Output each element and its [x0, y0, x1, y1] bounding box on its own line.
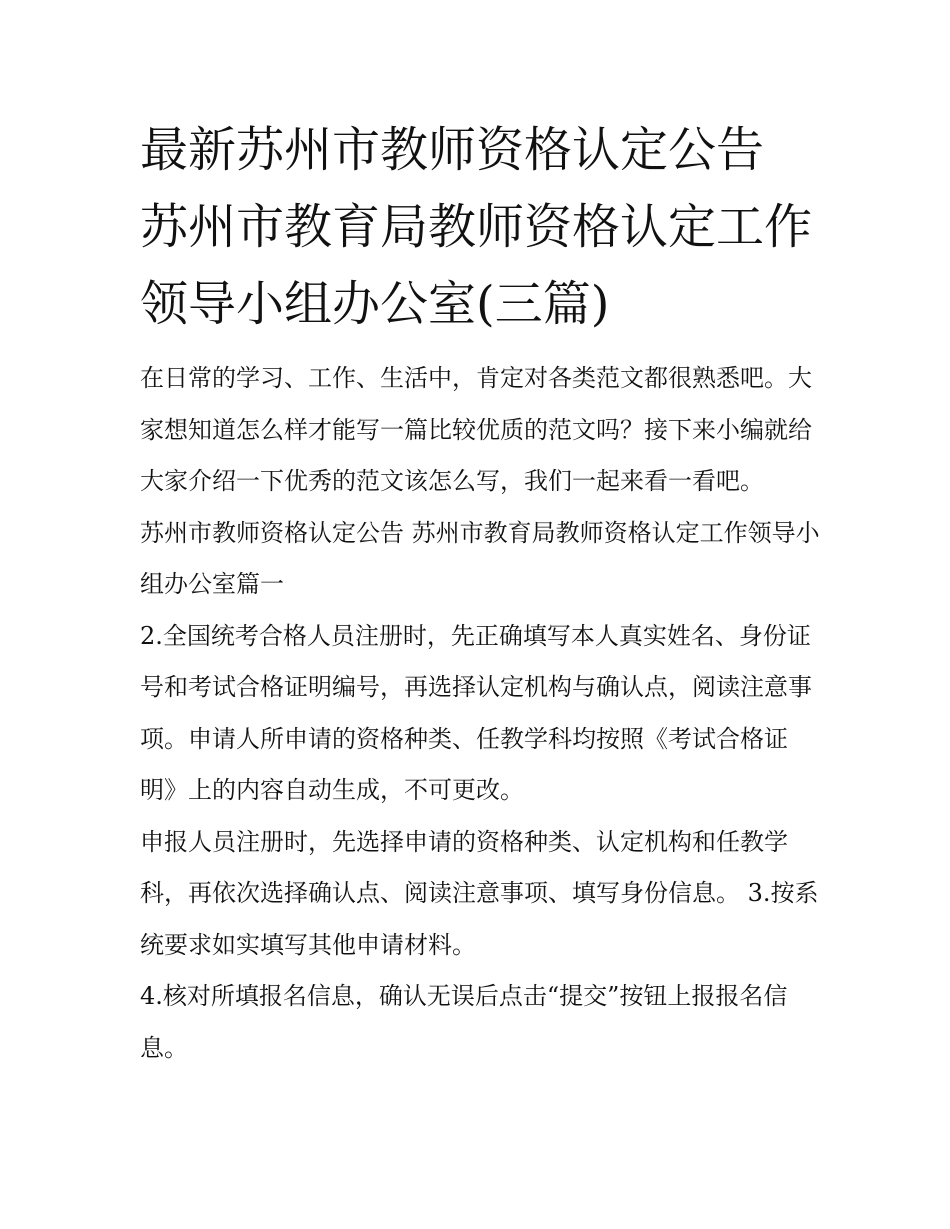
- step-2-paragraph: 2.全国统考合格人员注册时，先正确填写本人真实姓名、身份证号和考试合格证明编号，再选择认定机构与确认点，阅读注意事项。申请人所申请的资格种类、任教学科均按照《考试合格证明》上的内容自动生成，不可更改。: [140, 621, 812, 804]
- step-4-paragraph: 4.核对所填报名信息，确认无误后点击“提交”按钮上报报名信息。: [140, 982, 788, 1062]
- intro-paragraph: 在日常的学习、工作、生活中，肯定对各类范文都很熟悉吧。大家想知道怎么样才能写一篇比较优质的范文吗？接下来小编就给大家介绍一下优秀的范文该怎么写，我们一起来看一看吧。: [140, 364, 812, 495]
- document-body: [140, 353, 820, 1074]
- applicant-registration-paragraph: 申报人员注册时，先选择申请的资格种类、认定机构和任教学科，再依次选择确认点、阅读注意事项、填写身份信息。 3.按系统要求如实填写其他申请材料。: [140, 827, 819, 959]
- document-title: 最新苏州市教师资格认定公告 苏州市教育局教师资格认定工作领导小组办公室(三篇): [140, 122, 813, 332]
- section-heading: 苏州市教师资格认定公告 苏州市教育局教师资格认定工作领导小组办公室篇一: [140, 518, 820, 598]
